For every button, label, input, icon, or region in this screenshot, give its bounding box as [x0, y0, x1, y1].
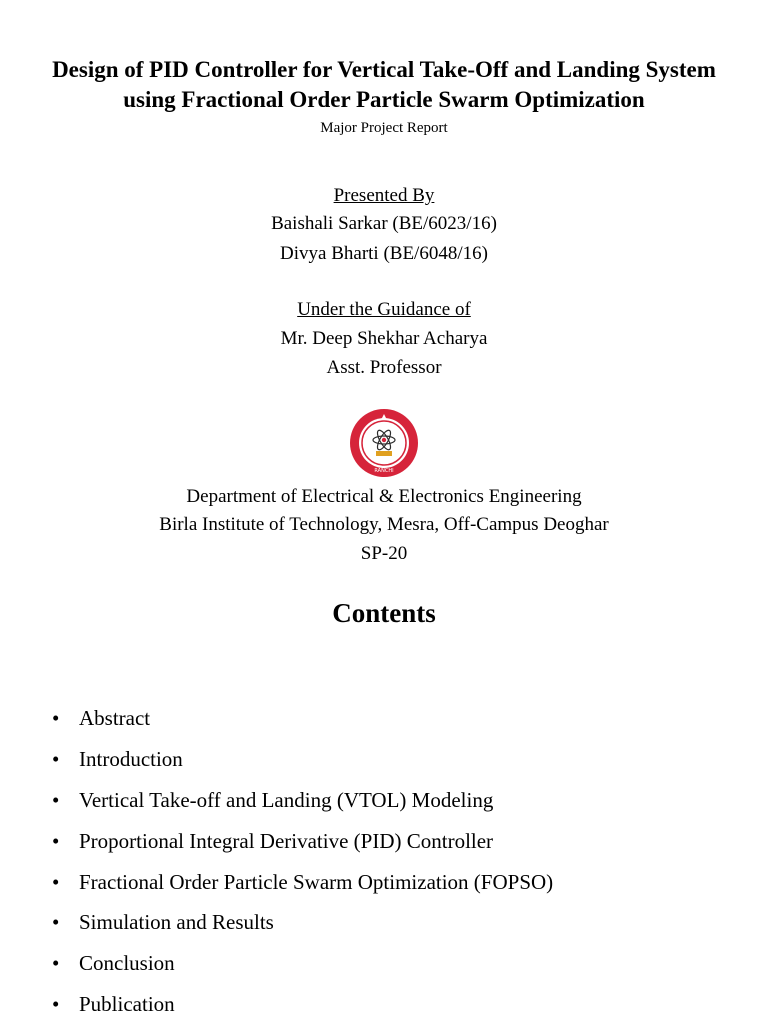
report-title-line-2: using Fractional Order Particle Swarm Optimization [123, 87, 645, 112]
guide-name: Mr. Deep Shekhar Acharya [280, 328, 488, 349]
institute-seal-icon [349, 408, 419, 478]
guide-designation: Asst. Professor [326, 357, 442, 378]
bullet-icon: • [52, 829, 60, 853]
report-title-line-1: Design of PID Controller for Vertical Take-Off and Landing System [52, 57, 716, 82]
contents-item-label: Publication [79, 992, 175, 1016]
report-subtitle: Major Project Report [320, 120, 448, 136]
bullet-icon: • [52, 910, 60, 934]
presenter-name-1: Baishali Sarkar (BE/6023/16) [271, 213, 497, 234]
bullet-icon: • [52, 992, 60, 1016]
seal-caption: RANCHI [374, 468, 394, 474]
bullet-icon: • [52, 706, 60, 730]
contents-item-label: Conclusion [79, 951, 175, 975]
bullet-icon: • [52, 788, 60, 812]
contents-item-label: Vertical Take-off and Landing (VTOL) Modeling [79, 788, 494, 812]
presenter-name-2: Divya Bharti (BE/6048/16) [280, 243, 488, 264]
guidance-heading: Under the Guidance of [297, 299, 471, 320]
contents-item-label: Introduction [79, 747, 183, 771]
presented-by-heading: Presented By [333, 185, 435, 206]
contents-item-label: Proportional Integral Derivative (PID) Controller [79, 829, 494, 853]
contents-heading: Contents [332, 598, 436, 628]
contents-item-label: Abstract [79, 706, 151, 730]
bullet-icon: • [52, 951, 60, 975]
institute-name: Birla Institute of Technology, Mesra, Off-Campus Deoghar [159, 514, 609, 535]
department-name: Department of Electrical & Electronics Engineering [186, 486, 582, 507]
project-code: SP-20 [360, 543, 408, 564]
bullet-icon: • [52, 870, 60, 894]
contents-item-label: Fractional Order Particle Swarm Optimization (FOPSO) [79, 870, 554, 894]
bullet-icon: • [52, 747, 60, 771]
contents-item-label: Simulation and Results [79, 910, 274, 934]
